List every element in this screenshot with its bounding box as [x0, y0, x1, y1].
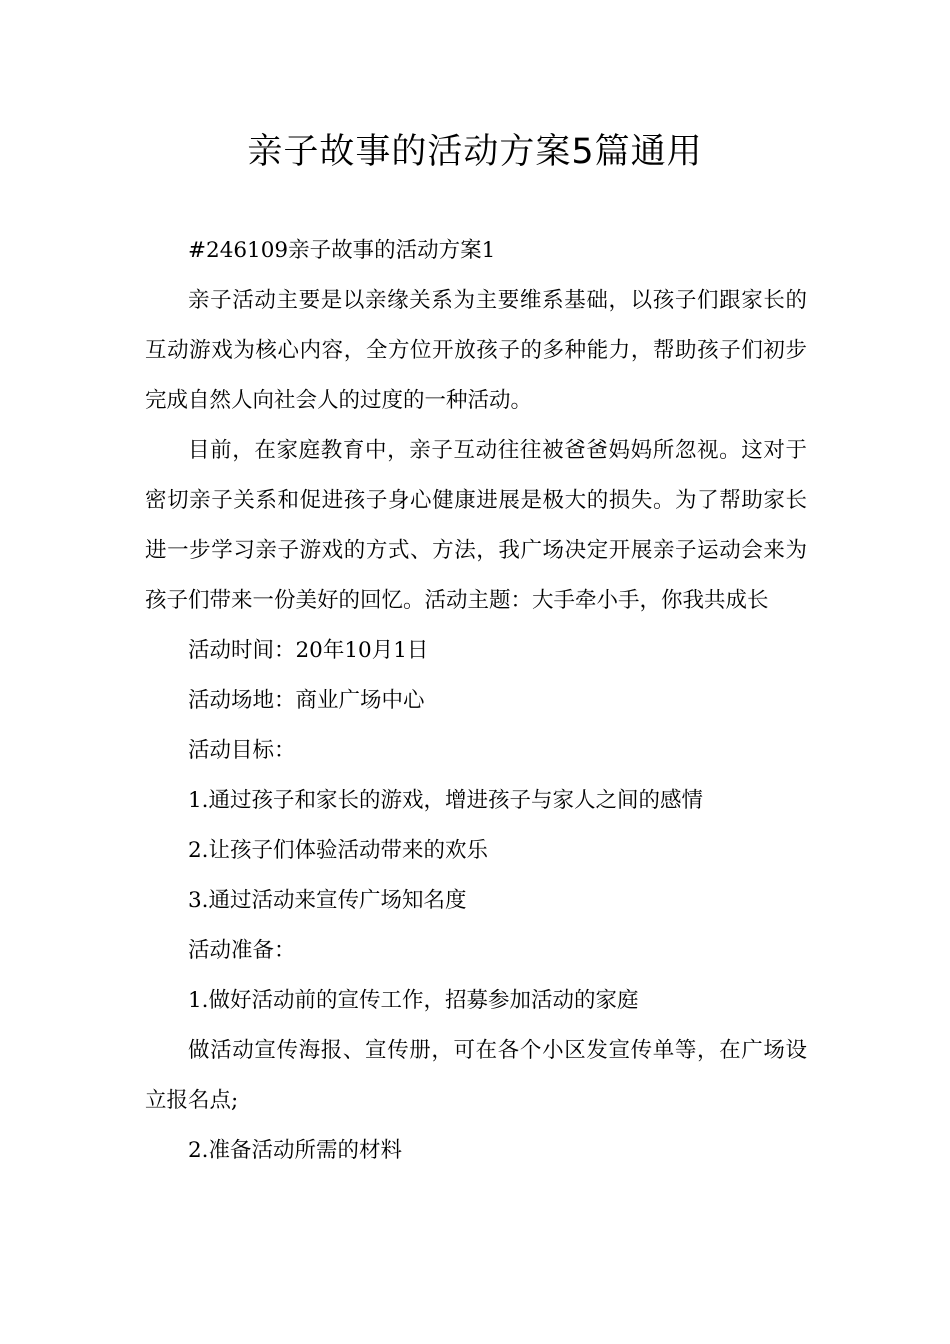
paragraph: 亲子活动主要是以亲缘关系为主要维系基础，以孩子们跟家长的互动游戏为核心内容，全方位开放孩子的多种能力，帮助孩子们初步完成自然人向社会人的过度的一种活动。: [145, 288, 807, 413]
document-title: 亲子故事的活动方案5篇通用: [247, 132, 703, 172]
paragraph-heading: #246109亲子故事的活动方案1: [188, 238, 496, 263]
paragraph: 做活动宣传海报、宣传册，可在各个小区发宣传单等，在广场设立报名点;: [145, 1038, 807, 1113]
list-item: 1.做好活动前的宣传工作，招募参加活动的家庭: [188, 988, 639, 1013]
document-body: [145, 226, 807, 1176]
activity-time: 活动时间：20年10月1日: [188, 638, 429, 663]
activity-goals-heading: 活动目标：: [188, 738, 296, 763]
activity-venue: 活动场地：商业广场中心: [188, 688, 425, 713]
activity-prep-heading: 活动准备：: [188, 938, 296, 963]
list-item: 2.让孩子们体验活动带来的欢乐: [188, 838, 489, 863]
paragraph: 目前，在家庭教育中，亲子互动往往被爸爸妈妈所忽视。这对于密切亲子关系和促进孩子身心健康进展是极大的损失。为了帮助家长进一步学习亲子游戏的方式、方法，我广场决定开展亲子运动会来为孩子们带来一份美好的回忆。活动主题：大手牵小手，你我共成长: [145, 438, 807, 613]
list-item: 2.准备活动所需的材料: [188, 1138, 403, 1163]
list-item: 1.通过孩子和家长的游戏，增进孩子与家人之间的感情: [188, 788, 704, 813]
list-item: 3.通过活动来宣传广场知名度: [188, 888, 467, 913]
